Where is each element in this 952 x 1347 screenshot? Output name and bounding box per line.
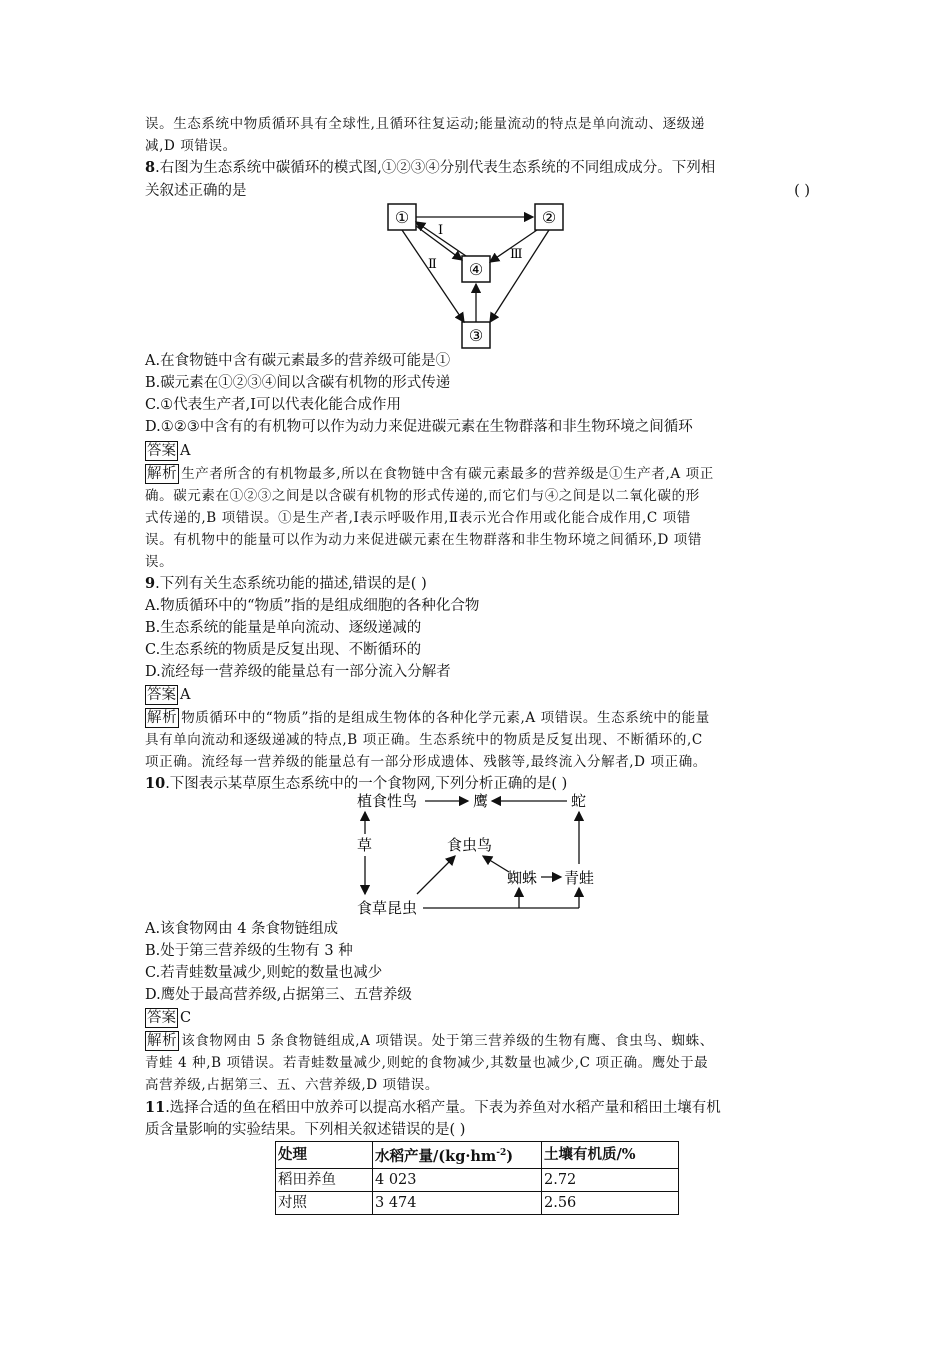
q8-analysis-line-3: 式传递的,B 项错误。①是生产者,Ⅰ表示呼吸作用,Ⅱ表示光合作用或化能合成作用,C 项错 [145,510,691,526]
results-table [275,1141,679,1215]
q8-analysis-tag: 解析 [147,466,178,482]
q10-analysis-line-2: 青蛙 4 种,B 项错误。若青蛙数量减少,则蛇的食物减少,其数量也减少,C 项正确。鹰处于最 [145,1055,709,1071]
q9-answer-tag: 答案 [147,687,176,703]
q9-stem: 9.下列有关生态系统功能的描述,错误的是( ) [145,575,427,592]
node-insectivorous-bird: 食虫鸟 [447,836,493,854]
table-header-row [276,1142,679,1169]
q10-answer-tag: 答案 [147,1010,176,1026]
q9-option-c: C.生态系统的物质是反复出现、不断循环的 [145,642,422,658]
q8-stem-line-1 [145,157,715,179]
q9-option-d: D.流经每一营养级的能量总有一部分流入分解者 [145,664,451,680]
intro-line-1: 误。生态系统中物质循环具有全球性,且循环往复运动;能量流动的特点是单向流动、逐级递 [145,116,705,132]
q9-analysis-line-2: 具有单向流动和逐级递减的特点,B 项正确。生态系统中的物质是反复出现、不断循环的,C [145,732,703,748]
q8-answer-parentheses: ( ) [794,183,810,199]
q8-option-c: C.①代表生产者,Ⅰ可以代表化能合成作用 [145,397,402,413]
node-herbivorous-bird: 植食性鸟 [357,792,418,810]
q8-option-a: A.在食物链中含有碳元素最多的营养级可能是① [145,353,451,369]
label-roman-2: Ⅱ [428,257,437,272]
intro-line-2: 减,D 项错误。 [145,138,237,154]
header-treatment: 处理 [276,1142,373,1169]
q8-answer-tag: 答案 [147,443,176,459]
arrow-1-to-3 [402,230,464,322]
q10-analysis-line-1: 解析 该食物网由 5 条食物链组成,A 项错误。处于第三营养级的生物有鹰、食虫鸟、蜘蛛、 [147,1033,714,1049]
q10-option-b: B.处于第三营养级的生物有 3 种 [145,943,353,959]
q10-number: 10 [145,775,166,792]
table-row: 稻田养鱼 4 023 2.72 [276,1168,679,1191]
q10-option-c: C.若青蛙数量减少,则蛇的数量也减少 [145,965,383,981]
q10-stem: 10.下图表示某草原生态系统中的一个食物网,下列分析正确的是( ) [145,775,568,792]
q11-stem-line-2: 质含量影响的实验结果。下列相关叙述错误的是( ) [145,1122,466,1138]
node-frog: 青蛙 [564,869,595,887]
label-roman-3: Ⅲ [510,247,523,262]
q9-answer-value: A [180,687,191,703]
node-3-label: ③ [468,326,484,345]
node-4-label: ④ [468,260,484,279]
q8-option-b: B.碳元素在①②③④间以含碳有机物的形式传递 [145,375,451,391]
q8-option-d: D.①②③中含有的有机物可以作为动力来促进碳元素在生物群落和非生物环境之间循环 [145,419,693,435]
q9-number: 9 [145,575,156,592]
q10-option-d: D.鹰处于最高营养级,占据第三、五营养级 [145,987,412,1003]
q8-number: 8 [145,159,156,176]
q8-answer [145,440,190,462]
header-rice-yield: 水稻产量$/(kg\cdot hm^{-2})$ [373,1142,542,1169]
q9-analysis-line-3: 项正确。流经每一营养级的能量总有一部分形成遗体、残骸等,最终流入分解者,D 项正确。 [145,754,707,770]
arrow-2-to-3 [490,230,549,322]
node-snake: 蛇 [571,792,587,810]
node-eagle: 鹰 [473,792,489,810]
node-herbivorous-insect: 食草昆虫 [357,899,418,917]
q10-analysis-tag: 解析 [147,1033,178,1049]
q10-option-a: A.该食物网由 4 条食物链组成 [145,921,339,937]
q11-number: 11 [145,1099,166,1116]
node-grass: 草 [357,836,373,854]
q9-option-a: A.物质循环中的“物质”指的是组成细胞的各种化合物 [145,598,480,614]
q8-analysis-line-1: 解析 生产者所含的有机物最多,所以在食物链中含有碳元素最多的营养级是①生产者,A 项正 [147,466,714,482]
q9-analysis-tag: 解析 [147,710,178,726]
node-spider: 蜘蛛 [507,869,538,887]
arrow-spider-to-insectbird [483,856,509,872]
header-soil-organic: 土壤有机质/% [542,1142,679,1169]
q8-answer-value: A [180,443,191,459]
table-row: 对照 3 474 2.56 [276,1191,679,1214]
q8-analysis-line-5: 误。 [145,554,174,570]
q10-analysis-line-3: 高营养级,占据第三、五、六营养级,D 项错误。 [145,1077,439,1093]
label-roman-1: Ⅰ [438,223,444,238]
node-1-label: ① [394,208,410,227]
q11-stem-line-1: 11.选择合适的鱼在稻田中放养可以提高水稻产量。下表为养鱼对水稻产量和稻田土壤有机 [145,1099,721,1116]
q8-analysis-line-4: 误。有机物中的能量可以作为动力来促进碳元素在生物群落和非生物环境之间循环,D 项错 [145,532,703,548]
food-web-diagram [345,788,615,920]
q8-analysis-line-2: 确。碳元素在①②③之间是以含碳有机物的形式传递的,而它们与④之间是以二氧化碳的形 [145,488,700,504]
q10-answer [145,1007,191,1029]
q9-option-b: B.生态系统的能量是单向流动、逐级递减的 [145,620,422,636]
q8-stem-text-1: .右图为生态系统中碳循环的模式图,①②③④分别代表生态系统的不同组成成分。下列相 [155,160,716,176]
q9-analysis-line-1: 解析 物质循环中的“物质”指的是组成生物体的各种化学元素,A 项错误。生态系统中的能量 [147,710,710,726]
q10-answer-value: C [180,1010,192,1026]
q8-stem-text-2: 关叙述正确的是 [145,183,247,199]
node-2-label: ② [541,208,557,227]
arrow-insect-to-insectbird [417,856,455,894]
carbon-cycle-diagram [380,198,580,350]
q9-answer [145,684,190,706]
